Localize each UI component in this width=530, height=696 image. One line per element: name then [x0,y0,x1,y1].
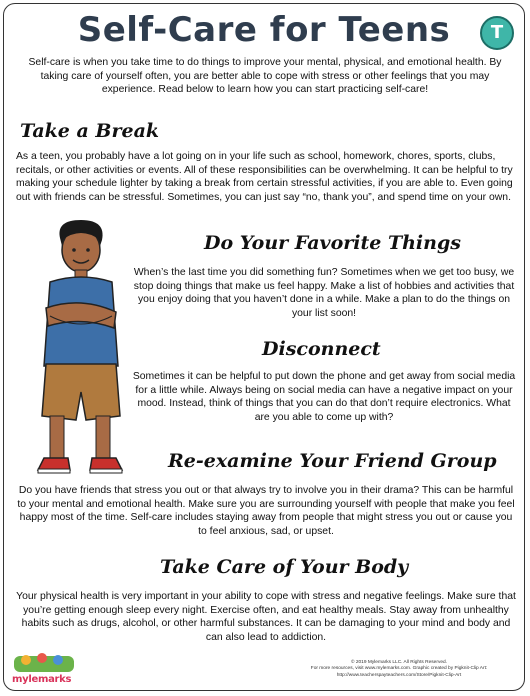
heading-disconnect: Disconnect [262,338,381,360]
heading-take-a-break: Take a Break [20,120,160,142]
worksheet-page [3,3,525,691]
footer-logo-text: mylemarks [12,674,72,685]
teen-badge-icon: T [480,16,514,50]
teen-boy-illustration [26,216,136,486]
footer-link[interactable]: http://www.teacherspayteachers.com/Store/Pigknit-Clip-Art [336,672,462,678]
page-title: Self-Care for Teens [77,10,451,50]
intro-text: Self-care is when you take time to do things to improve your mental, physical, and emotional health. By taking care of yourself often, you are better able to cope with stress or other feelings that you may experience. Read below to learn how you can start practicing self-care! [28,57,502,95]
footer-credits [284,660,514,679]
heading-favorite-things: Do Your Favorite Things [204,232,461,254]
body-take-a-break: As a teen, you probably have a lot going on in your life such as school, homework, chores, sports, clubs, recitals, or other activities or events. All of these responsibilities can be overwhelming. It can be helpful to try making your schedule lighter by taking a break from certain stressful activities, if you are able to. Even going out with friends can be stressful. Sometimes, you can just say “no, thank you”, and spend time on your own. [16,151,513,203]
footer-resources: For more resources, visit www.mylemarks.com. Graphic created by Pigknit-Clip Art: [310,666,488,672]
body-favorite-things: When’s the last time you did something fun? Sometimes when we get too busy, we stop doing things that make us feel happy. Make a list of hobbies and activities that you enjoy doing that you haven’t done in a while. Make a plan to do the things on your list soon! [133,267,515,319]
heading-take-care-body: Take Care of Your Body [160,556,409,578]
body-disconnect: Sometimes it can be helpful to put down the phone and get away from social media for a little while. Always being on social media can have a negative impact on your mood. Instead, think of things that you can do that don’t require electronics. What are you able to come up with? [132,371,516,423]
footer-copyright: © 2019 Mylemarks LLC. All Rights Reserved. [350,660,448,665]
body-take-care-body: Your physical health is very important in your ability to cope with stress and negative feelings. Make sure that you’re getting enough sleep every night. Exercise often, and eat healthy meals. Stay away from unhealthy habits such as drugs, alcohol, or other harmful substances. It can be damaging to your mind and body and can also lead to addiction. [16,591,516,643]
body-friend-group: Do you have friends that stress you out or that always try to involve you in their drama? This can be harmful to your mental and emotional health. Make sure you are surrounding yourself with people that make you feel happy most of the time. Self-care includes staying away from people that might stress you out or cause you to feel anxious, sad, or upset. [17,485,515,537]
heading-friend-group: Re-examine Your Friend Group [168,450,497,472]
